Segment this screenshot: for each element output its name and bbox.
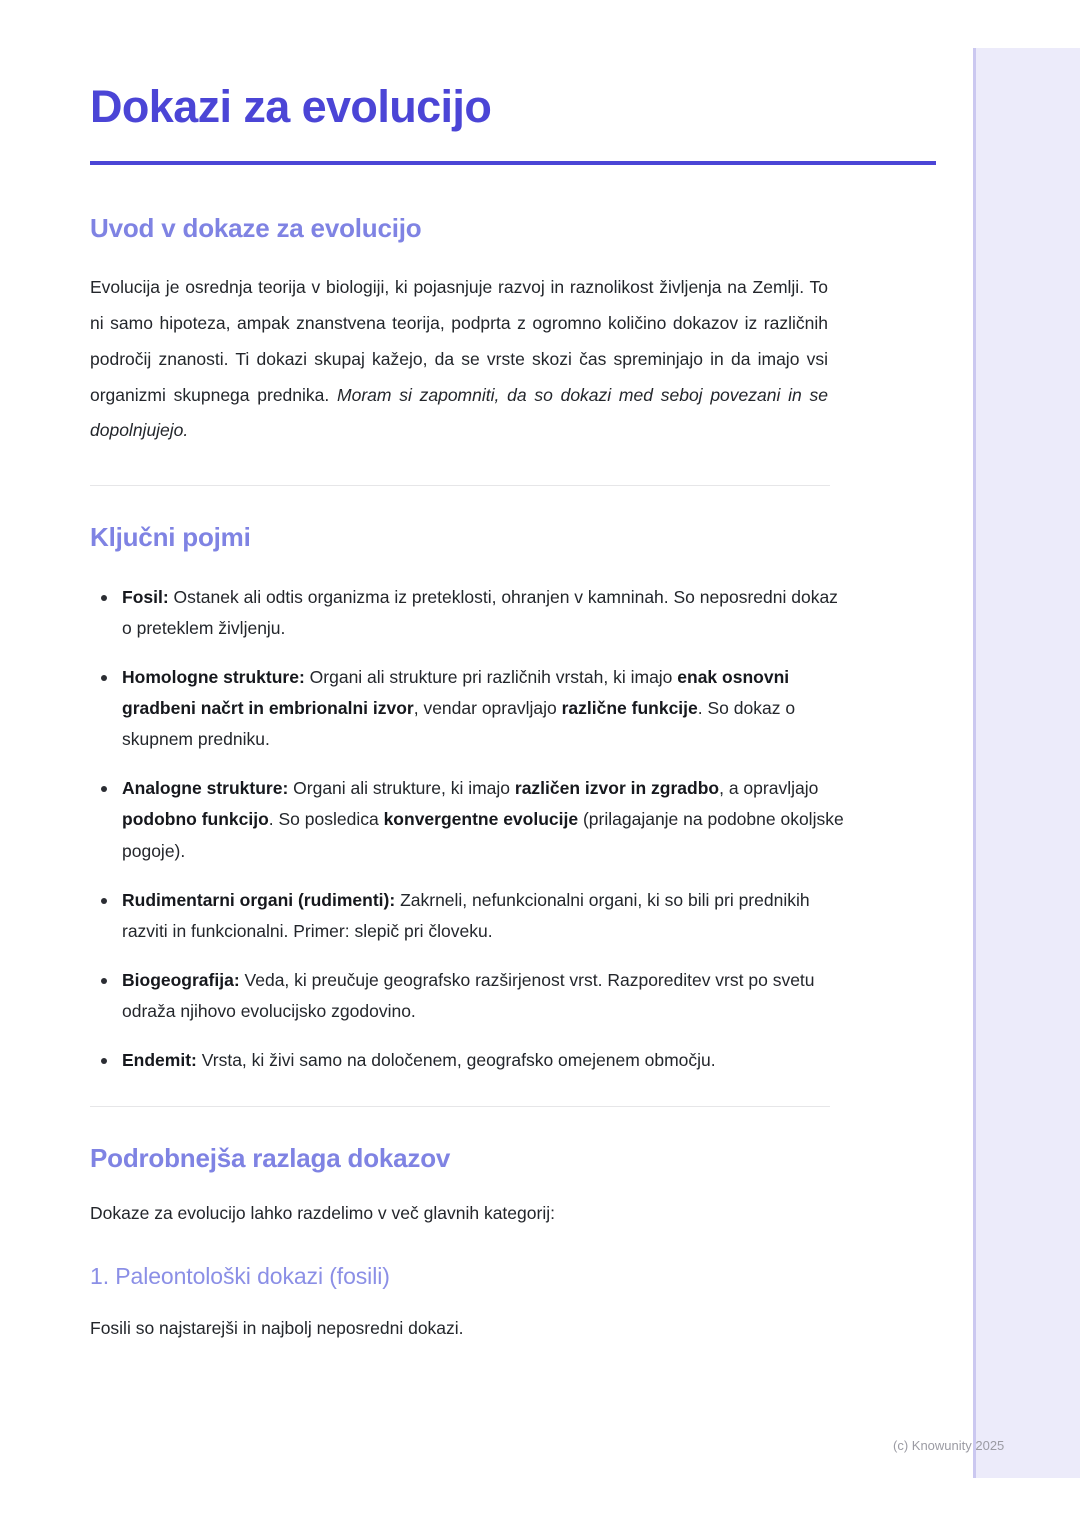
- key-term-emphasis: konvergentne evolucije: [383, 809, 579, 830]
- key-term-item: [90, 1045, 850, 1076]
- key-term-label: Fosil:: [122, 586, 169, 607]
- key-term-label: Homologne strukture:: [122, 666, 305, 687]
- key-term-text: Vrsta, ki živi samo na določenem, geografsko omejenem območju.: [196, 1050, 716, 1071]
- key-term-text: Veda, ki preučuje geografsko razširjenost vrst. Razporeditev vrst po svetu odraža njihovo evolucijsko zgodovino.: [122, 969, 815, 1022]
- bullet-dot-icon: [101, 898, 107, 904]
- key-term-text: , vendar opravljajo: [413, 697, 562, 718]
- key-term-label: Analogne strukture:: [122, 778, 289, 799]
- intro-paragraph-text: Evolucija je osrednja teorija v biologiji, ki pojasnjuje razvoj in raznolikost življenja na Zemlji. To ni samo hipoteza, ampak znanstvena teorija, podprta z ogromno količino dokazov iz različnih področij znanosti. Ti dokazi skupaj kažejo, da se vrste skozi čas spreminjajo in da imajo vsi organizmi skupnega prednika.: [90, 276, 828, 405]
- key-term-emphasis: enak osnovni gradbeni načrt in embrionalni izvor: [122, 666, 790, 718]
- key-term-label: Rudimentarni organi (rudimenti):: [122, 889, 396, 910]
- key-term-emphasis: različen izvor in zgradbo: [514, 778, 720, 799]
- key-term-text: Organi ali strukture pri različnih vrstah, ki imajo: [304, 666, 678, 687]
- key-term-item: [90, 662, 850, 755]
- key-term-text: Ostanek ali odtis organizma iz preteklosti, ohranjen v kamninah. So neposredni dokaz o preteklem življenju.: [122, 586, 838, 638]
- key-terms-list: [90, 582, 850, 1077]
- section-heading-key-terms: Ključni pojmi: [90, 522, 251, 553]
- intro-paragraph: [90, 270, 828, 449]
- key-term-item: [90, 773, 850, 866]
- subsection-body-paleontology: Fosili so najstarejši in najbolj neposredni dokazi.: [90, 1318, 464, 1339]
- key-term-text: . So dokaz o skupnem predniku.: [122, 697, 796, 750]
- bullet-dot-icon: [101, 978, 107, 984]
- key-term-label: Biogeografija:: [122, 969, 240, 990]
- right-side-panel: [973, 48, 1080, 1478]
- key-term-emphasis: različne funkcije: [561, 697, 698, 718]
- key-term-text: Organi ali strukture, ki imajo: [288, 778, 515, 799]
- detailed-intro-paragraph: Dokaze za evolucijo lahko razdelimo v več glavnih kategorij:: [90, 1202, 555, 1223]
- bullet-dot-icon: [101, 675, 107, 681]
- key-term-text: (prilagajanje na podobne okoljske pogoje).: [122, 809, 844, 861]
- subsection-heading-paleontology: 1. Paleontološki dokazi (fosili): [90, 1262, 390, 1289]
- page-title: Dokazi za evolucijo: [90, 81, 492, 132]
- key-term-label: Endemit:: [122, 1050, 197, 1071]
- section-heading-intro: Uvod v dokaze za evolucijo: [90, 212, 422, 243]
- intro-paragraph-emphasis: Moram si zapomniti, da so dokazi med seboj povezani in se dopolnjujejo.: [90, 384, 828, 441]
- key-term-item: [90, 582, 850, 644]
- section-heading-detailed: Podrobnejša razlaga dokazov: [90, 1143, 451, 1174]
- key-term-emphasis: podobno funkcijo: [122, 809, 269, 830]
- bullet-dot-icon: [101, 595, 107, 601]
- key-term-item: [90, 885, 850, 947]
- key-term-text: , a opravljajo: [719, 778, 819, 799]
- key-term-text: Zakrneli, nefunkcionalni organi, ki so bili pri prednikih razviti in funkcionalni. Primer: slepič pri človeku.: [122, 889, 810, 941]
- bullet-dot-icon: [101, 1058, 107, 1064]
- bullet-dot-icon: [101, 786, 107, 792]
- key-term-text: . So posledica: [268, 809, 384, 830]
- copyright-watermark: (c) Knowunity 2025: [893, 1438, 1005, 1453]
- key-term-item: [90, 965, 850, 1027]
